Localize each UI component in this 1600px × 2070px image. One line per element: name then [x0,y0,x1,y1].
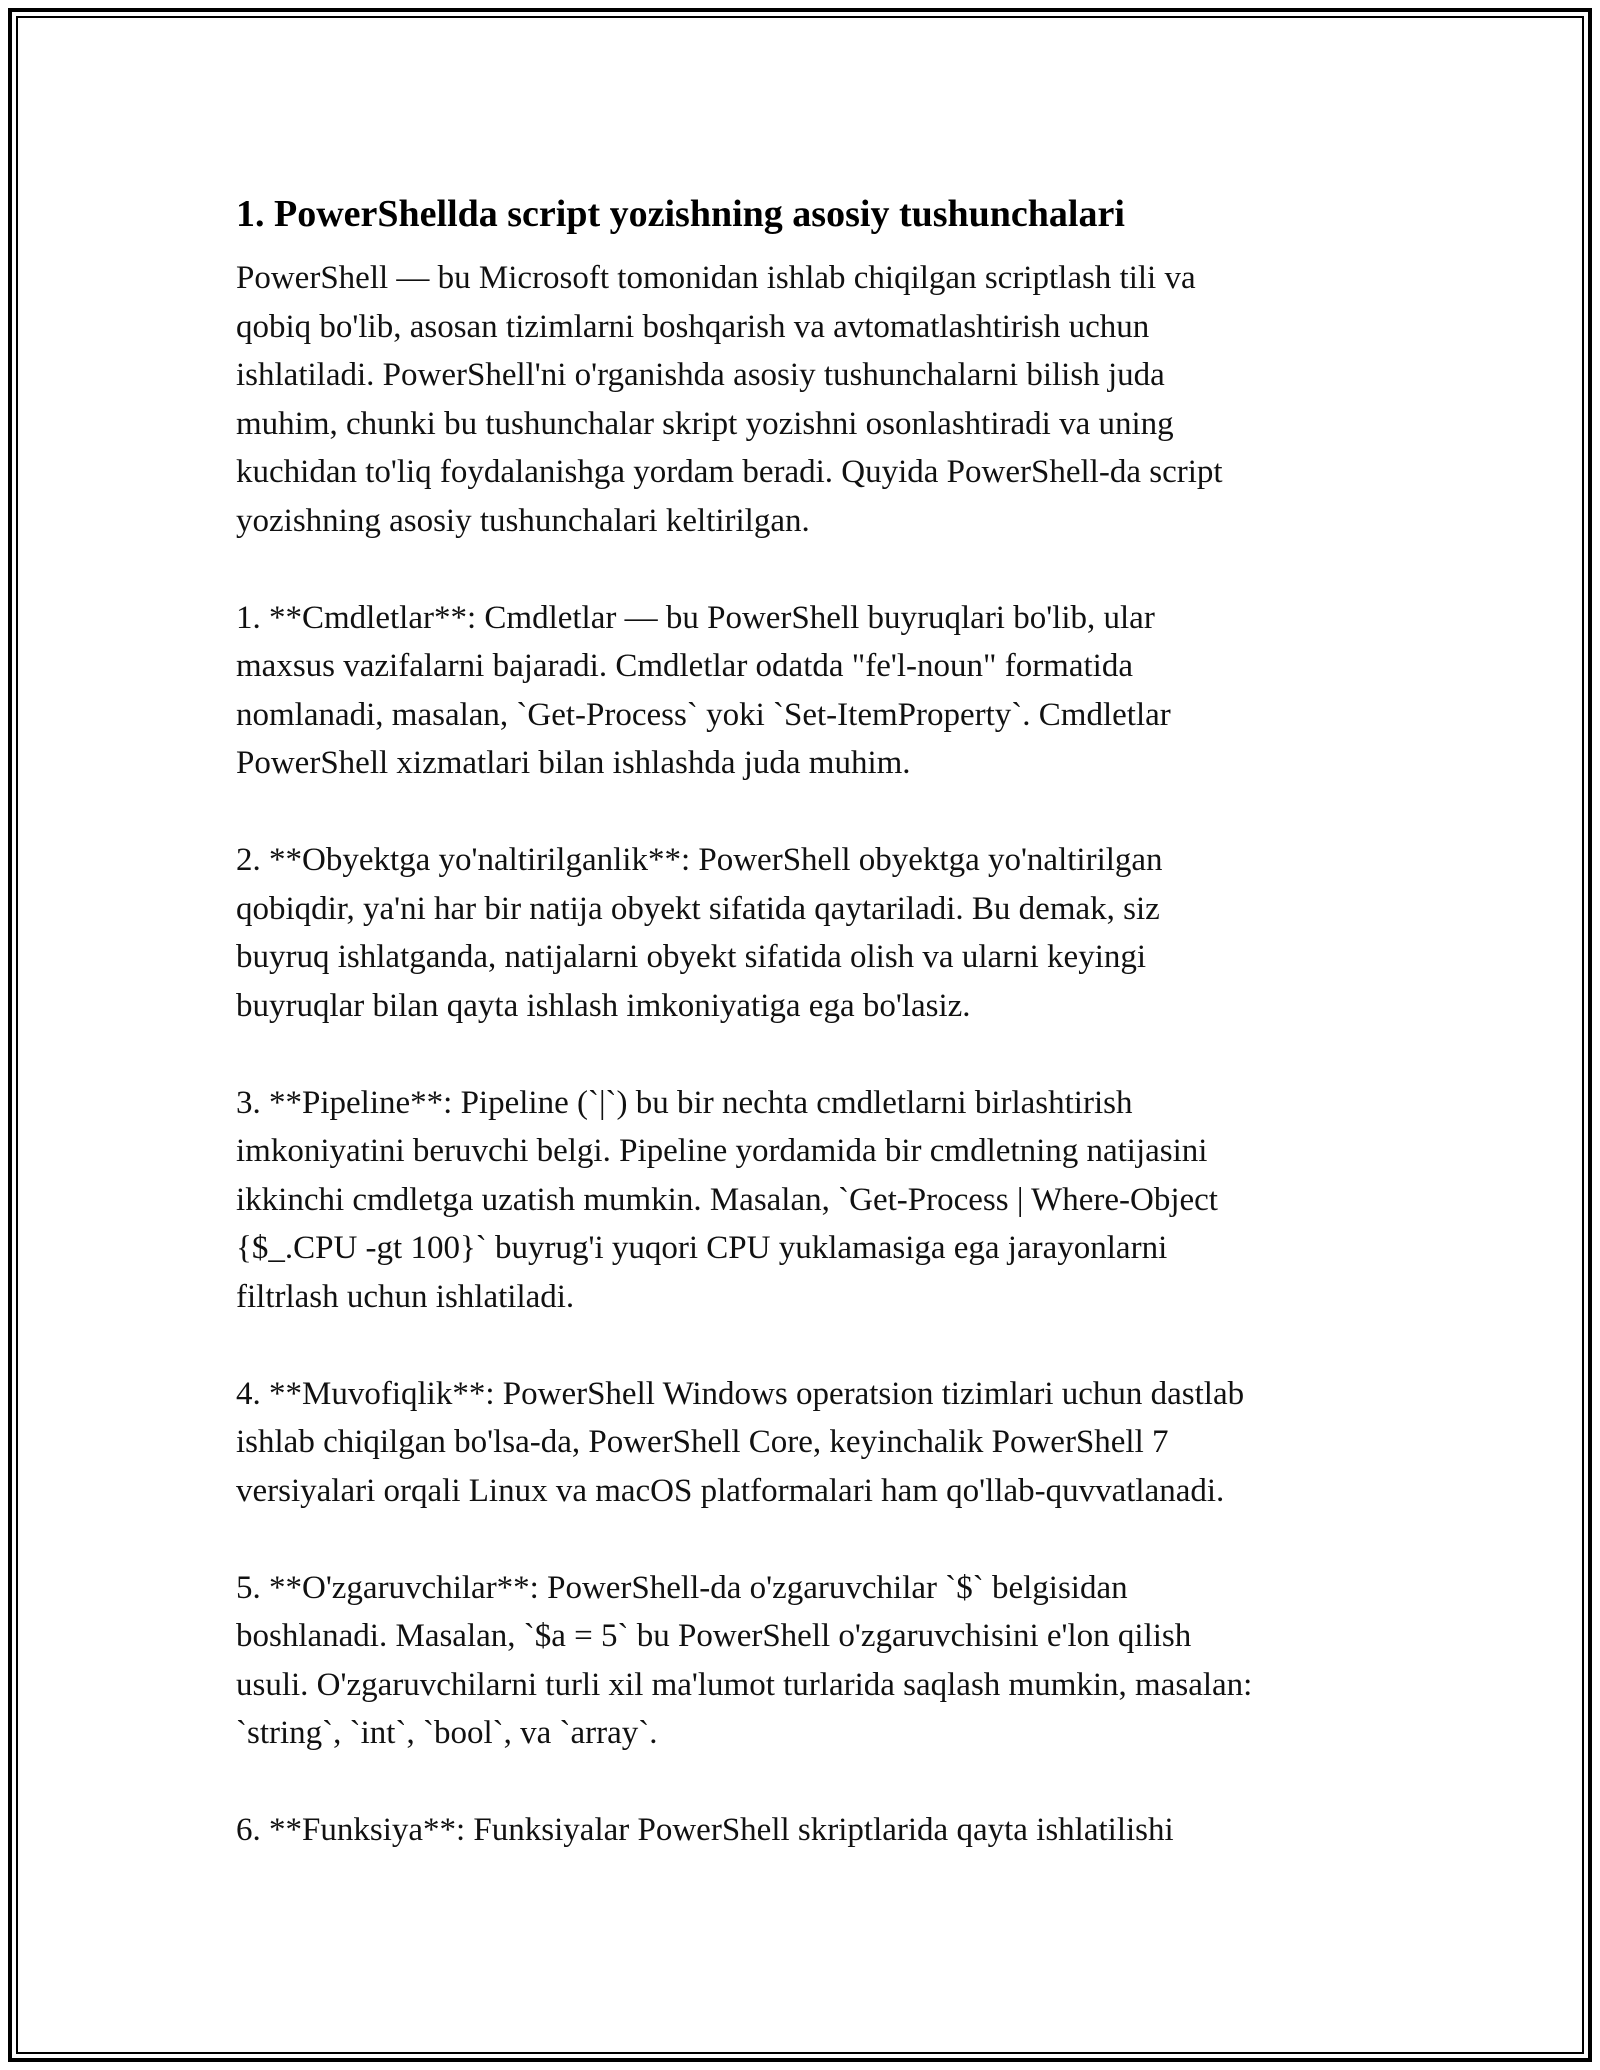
list-item-funksiya: 6. **Funksiya**: Funksiyalar PowerShell skriptlarida qayta ishlatilishi [236,1812,1174,1848]
list-item-pipeline: 3. **Pipeline**: Pipeline (`|`) bu bir nechta cmdletlarni birlashtirish imkoniyatini beruvchi belgi. Pipeline yordamida bir cmdletning natijasini ikkinchi cmdletga uzatish mumkin. Masalan, `Get-Process | Where-Object {$_.CPU -gt 100}` buyrug'i yuqori CPU yuklamasiga ega jarayonlarni filtrlash uchun ishlatiladi. [236,1084,1218,1315]
section-heading: 1. PowerShellda script yozishning asosiy tushunchalari [236,193,1125,235]
list-item-muvofiqlik: 4. **Muvofiqlik**: PowerShell Windows operatsion tizimlari uchun dastlab ishlab chiqilgan bo'lsa-da, PowerShell Core, keyinchalik PowerShell 7 versiyalari orqali Linux va macOS platformalari ham qo'llab-quvvatlanadi. [236,1375,1245,1509]
document-body [236,186,1376,1855]
list-item-obyektga-yonaltirilganlik: 2. **Obyektga yo'naltirilganlik**: PowerShell obyektga yo'naltirilgan qobiqdir, ya'ni har bir natija obyekt sifatida qaytariladi. Bu demak, siz buyruq ishlatganda, natijalarni obyekt sifatida olish va ularni keyingi buyruqlar bilan qayta ishlash imkoniyatiga ega bo'lasiz. [236,842,1163,1024]
intro-paragraph: PowerShell — bu Microsoft tomonidan ishlab chiqilgan scriptlash tili va qobiq bo'lib, asosan tizimlarni boshqarish va avtomatlashtirish uchun ishlatiladi. PowerShell'ni o'rganishda asosiy tushunchalarni bilish juda muhim, chunki bu tushunchalar skript yozishni osonlashtiradi va uning kuchidan to'liq foydalanishga yordam beradi. Quyida PowerShell-da script yozishning asosiy tushunchalari keltirilgan. [236,260,1223,539]
list-item-cmdletlar: 1. **Cmdletlar**: Cmdletlar — bu PowerShell buyruqlari bo'lib, ular maxsus vazifalarni bajaradi. Cmdletlar odatda "fe'l-noun" formatida nomlanadi, masalan, `Get-Process` yoki `Set-ItemProperty`. Cmdletlar PowerShell xizmatlari bilan ishlashda juda muhim. [236,599,1171,781]
list-item-ozgaruvchilar: 5. **O'zgaruvchilar**: PowerShell-da o'zgaruvchilar `$` belgisidan boshlanadi. Masalan, `$a = 5` bu PowerShell o'zgaruvchisini e'lon qilish usuli. O'zgaruvchilarni turli xil ma'lumot turlarida saqlash mumkin, masalan: `string`, `int`, `bool`, va `array`. [236,1569,1253,1751]
